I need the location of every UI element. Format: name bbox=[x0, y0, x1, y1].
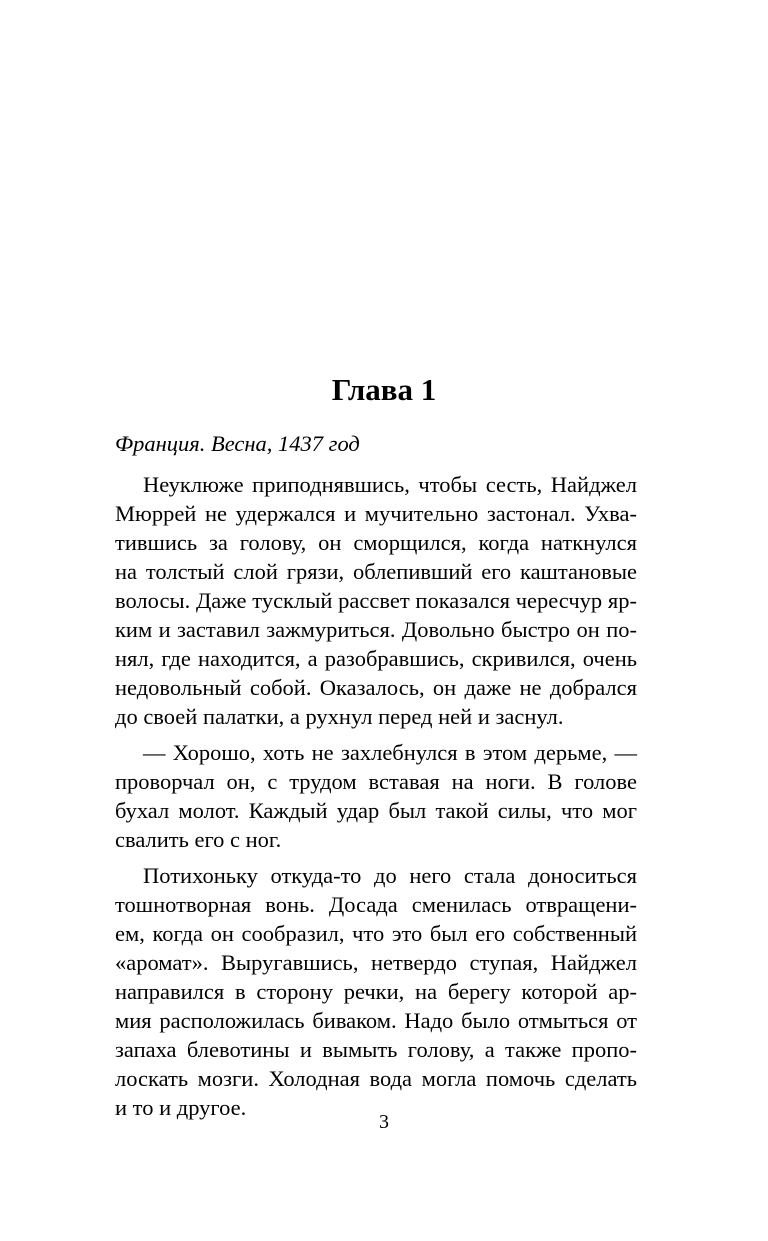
text-line: до своей палатки, а рухнул перед ней и заснул. bbox=[115, 704, 564, 729]
text-line: тившись за голову, он сморщился, когда наткнулся bbox=[115, 530, 637, 555]
text-line: недовольный собой. Оказалось, он даже не добрался bbox=[115, 675, 637, 700]
chapter-title: Глава 1 bbox=[331, 372, 437, 407]
page-body bbox=[115, 429, 637, 1122]
text-line: на толстый слой грязи, облепивший его каштановые bbox=[115, 559, 637, 584]
text-line: ем, когда он сообразил, что это был его собственный bbox=[115, 921, 637, 946]
text-line: волосы. Даже тусклый рассвет показался чересчур яр- bbox=[115, 588, 637, 613]
text-line: Мюррей не удержался и мучительно застонал. Ухва- bbox=[115, 501, 637, 526]
text-line: проворчал он, с трудом вставая на ноги. В голове bbox=[115, 769, 637, 794]
paragraph-2 bbox=[115, 738, 637, 854]
text-line: «аромат». Выругавшись, нетвердо ступая, Найджел bbox=[115, 950, 637, 975]
text-line: направился в сторону речки, на берегу которой ар- bbox=[115, 979, 637, 1004]
text-line: Неуклюже приподнявшись, чтобы сесть, Найджел bbox=[143, 472, 637, 497]
text-line: свалить его с ног. bbox=[115, 827, 282, 852]
text-line: ким и заставил зажмуриться. Довольно быстро он по- bbox=[115, 617, 637, 642]
paragraph-1 bbox=[115, 470, 637, 731]
text-line: лоскать мозги. Холодная вода могла помочь сделать bbox=[115, 1066, 637, 1091]
text-line: бухал молот. Каждый удар был такой силы, что мог bbox=[115, 798, 637, 823]
text-line: нял, где находится, а разобравшись, скривился, очень bbox=[115, 646, 637, 671]
epigraph: Франция. Весна, 1437 год bbox=[115, 431, 360, 456]
page-number: 3 bbox=[379, 1111, 389, 1133]
text-line: — Хорошо, хоть не захлебнулся в этом дерьме, — bbox=[143, 740, 637, 765]
text-line: Потихоньку откуда-то до него стала доноситься bbox=[143, 863, 637, 888]
paragraph-3 bbox=[115, 861, 637, 1122]
text-line: тошнотворная вонь. Досада сменилась отвращени- bbox=[115, 892, 637, 917]
text-line: и то и другое. bbox=[115, 1095, 247, 1120]
text-line: мия расположилась биваком. Надо было отмыться от bbox=[115, 1008, 637, 1033]
text-line: запаха блевотины и вымыть голову, а также пропо- bbox=[115, 1037, 637, 1062]
